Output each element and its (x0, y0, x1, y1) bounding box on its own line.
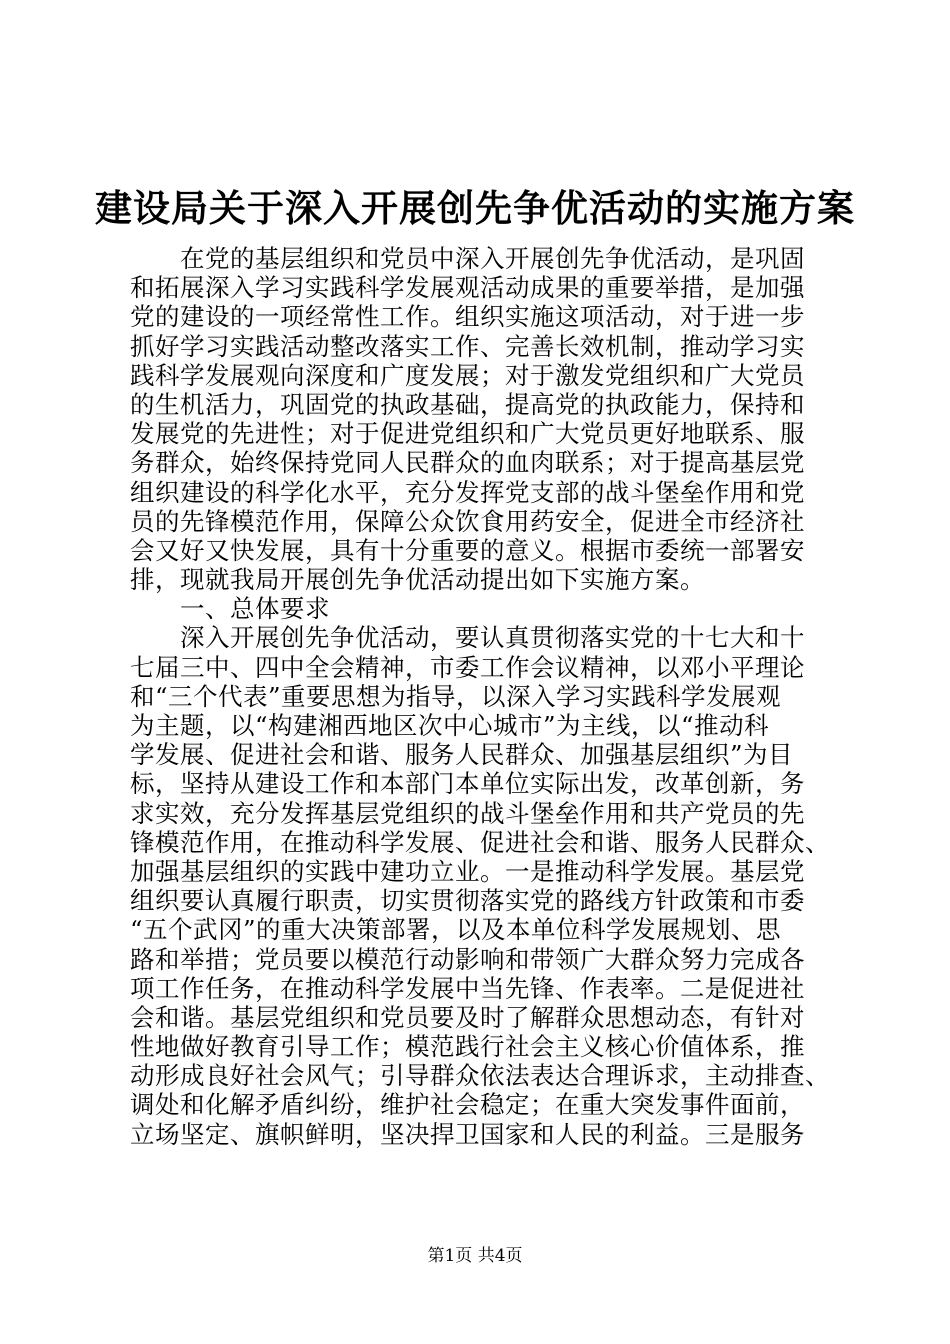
body-line: 员的先锋模范作用，保障公众饮食用药安全，促进全市经济社 (130, 506, 805, 536)
body-line: “五个武冈”的重大决策部署，以及本单位科学发展规划、思 (130, 915, 782, 945)
body-line: 性地做好教育引导工作；模范践行社会主义核心价值体系，推 (130, 1032, 805, 1062)
body-line: 在党的基层组织和党员中深入开展创先争优活动，是巩固 (130, 244, 805, 273)
body-line: 求实效，充分发挥基层党组织的战斗堡垒作用和共产党员的先 (130, 798, 805, 828)
document-body (130, 244, 830, 1149)
body-line: 践科学发展观向深度和广度发展；对于激发党组织和广大党员 (130, 360, 805, 390)
body-line: 抓好学习实践活动整改落实工作、完善长效机制，推动学习实 (130, 331, 805, 361)
body-line: 组织建设的科学化水平，充分发挥党支部的战斗堡垒作用和党 (130, 477, 805, 507)
body-line: 立场坚定、旗帜鲜明，坚决捍卫国家和人民的利益。三是服务 (130, 1119, 805, 1149)
body-line: 会和谐。基层党组织和党员要及时了解群众思想动态，有针对 (130, 1002, 805, 1032)
body-line: 和拓展深入学习实践科学发展观活动成果的重要举措，是加强 (130, 273, 805, 303)
page-footer: 第1页 共4页 (427, 1246, 523, 1266)
body-line: 组织要认真履行职责，切实贯彻落实党的路线方针政策和市委 (130, 886, 805, 916)
body-line: 会又好又快发展，具有十分重要的意义。根据市委统一部署安 (130, 535, 805, 565)
body-line: 调处和化解矛盾纠纷，维护社会稳定；在重大突发事件面前， (130, 1090, 805, 1120)
body-line: 标，坚持从建设工作和本部门本单位实际出发，改革创新，务 (130, 769, 805, 799)
body-line: 的生机活力，巩固党的执政基础，提高党的执政能力，保持和 (130, 389, 805, 419)
body-line: 务群众，始终保持党同人民群众的血肉联系；对于提高基层党 (130, 448, 805, 478)
body-line: 一、总体要求 (130, 594, 330, 624)
body-line: 动形成良好社会风气；引导群众依法表达合理诉求，主动排查、 (130, 1061, 830, 1091)
body-line: 排，现就我局开展创先争优活动提出如下实施方案。 (130, 565, 705, 595)
body-line: 七届三中、四中全会精神，市委工作会议精神，以邓小平理论 (130, 652, 805, 682)
body-line: 和“三个代表”重要思想为指导，以深入学习实践科学发展观 (130, 681, 782, 711)
document-title: 建设局关于深入开展创先争优活动的实施方案 (95, 187, 855, 230)
body-line: 锋模范作用，在推动科学发展、促进社会和谐、服务人民群众、 (130, 827, 830, 857)
body-line: 深入开展创先争优活动，要认真贯彻落实党的十七大和十 (130, 623, 805, 653)
body-line: 项工作任务，在推动科学发展中当先锋、作表率。二是促进社 (130, 973, 805, 1003)
body-line: 学发展、促进社会和谐、服务人民群众、加强基层组织”为目 (130, 740, 794, 770)
body-line: 为主题，以“构建湘西地区次中心城市”为主线，以“推动科 (130, 711, 770, 740)
body-line: 党的建设的一项经常性工作。组织实施这项活动，对于进一步 (130, 302, 805, 332)
body-line: 路和举措；党员要以模范行动影响和带领广大群众努力完成各 (130, 944, 805, 974)
body-line: 加强基层组织的实践中建功立业。一是推动科学发展。基层党 (130, 856, 805, 886)
body-line: 发展党的先进性；对于促进党组织和广大党员更好地联系、服 (130, 419, 805, 449)
